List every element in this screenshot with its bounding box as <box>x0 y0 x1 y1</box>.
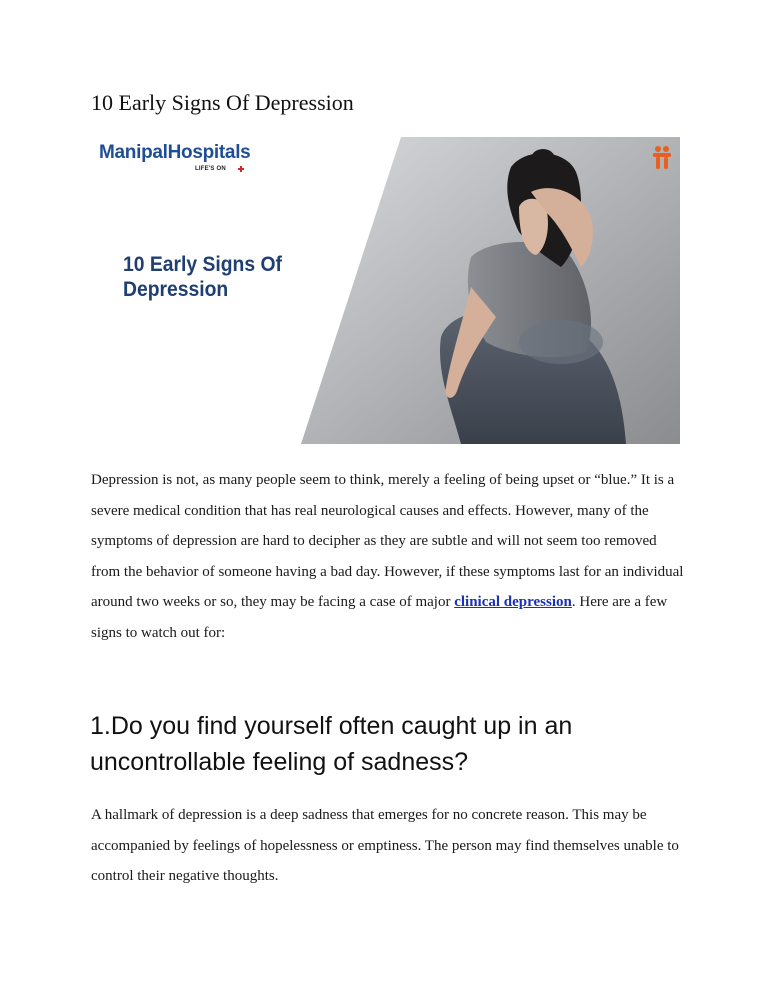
document-title: 10 Early Signs Of Depression <box>91 90 354 115</box>
intro-text-end: . Here are a few signs to watch out for: <box>91 594 668 641</box>
brand-logo-text: ManipalHospitals <box>99 142 251 163</box>
section-heading: 1.Do you find yourself often caught up in an uncontrollable feeling of sadness? <box>90 712 573 776</box>
section-body: A hallmark of depression is a deep sadness that emerges for no concrete reason. This may be accompanied by feelings of hopelessness or emptiness. The person may find themselves unable to control their negative thoughts. <box>91 807 679 885</box>
article-banner-image <box>91 137 680 444</box>
brand-tagline: LIFE'S ON <box>195 166 226 172</box>
intro-paragraph <box>91 465 686 649</box>
medical-cross-icon <box>238 166 244 172</box>
intro-text-start: Depression is not, as many people seem to think, merely a feeling of being upset or “blue.” It is a severe medical condition that has real neurological causes and effects. However, many of the symptoms of depression are hard to decipher as they are subtle and will not seem too removed from the behavior of someone having a bad day. However, if these symptoms last for an individual around two weeks or so, they may be facing a case of major <box>91 472 684 611</box>
figure-hair-bun <box>531 149 555 169</box>
clinical-depression-link[interactable]: clinical depression <box>454 594 572 611</box>
banner-headline: 10 Early Signs Of Depression <box>123 253 282 301</box>
manipal-people-icon <box>651 145 673 171</box>
